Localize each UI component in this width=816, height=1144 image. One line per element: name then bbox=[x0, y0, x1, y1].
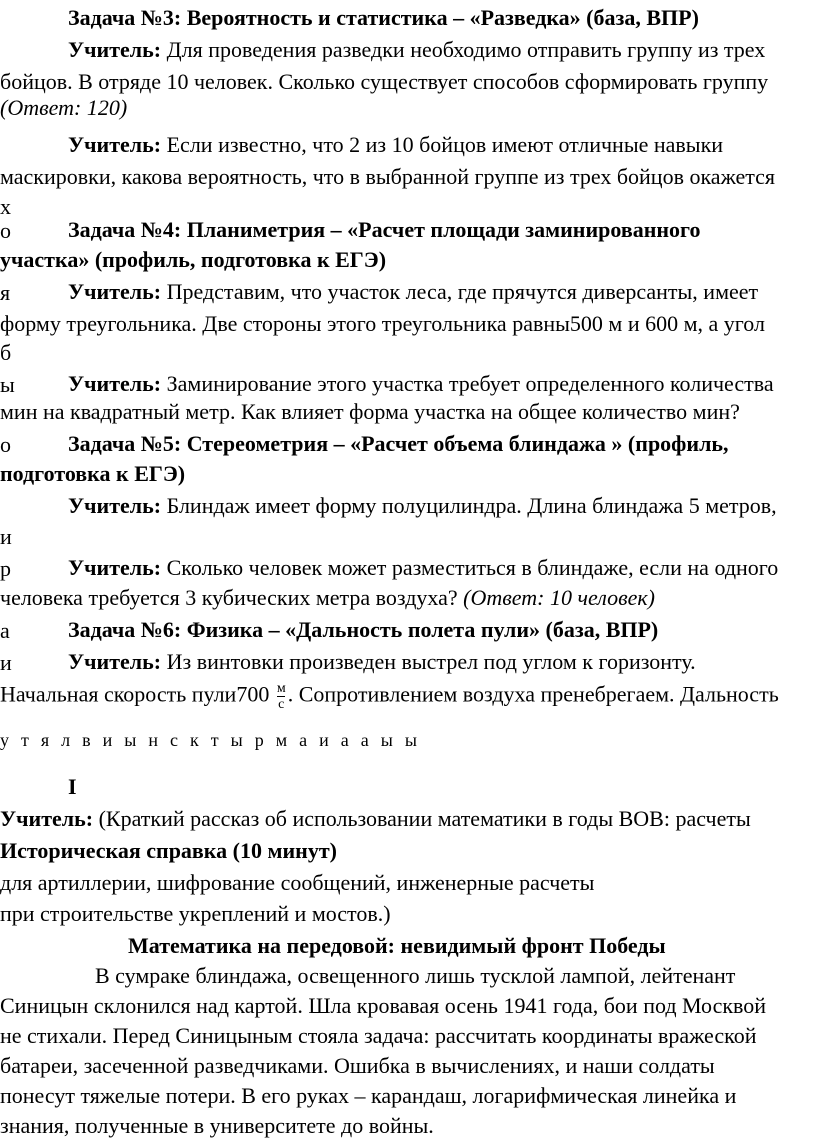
stray-letter: ы bbox=[124, 730, 137, 750]
stray-letters-row bbox=[0, 728, 417, 752]
task6-heading: Задача №6: Физика – «Дальность полета пули» (база, ВПР) bbox=[68, 617, 659, 642]
stray-letter: в bbox=[82, 730, 91, 750]
stray-letter: а bbox=[0, 618, 10, 643]
stray-letter: и bbox=[0, 524, 12, 549]
story-title: Математика на передовой: невидимый фронт Победы bbox=[128, 933, 666, 958]
story-line: Синицын склонился над картой. Шла кровавая осень 1941 года, бои под Москвой bbox=[0, 993, 767, 1018]
task5-q2: Учитель: Сколько человек может разместиться в блиндаже, если на одного bbox=[68, 555, 779, 580]
task3-q2-cont: маскировки, какова вероятность, что в выбранной группе из трех бойцов окажется bbox=[0, 164, 776, 189]
stray-letter: а bbox=[299, 730, 308, 750]
task5-q2-cont: человека требуется 3 кубических метра воздуха? (Ответ: 10 человек) bbox=[0, 585, 656, 610]
task4-q2: Учитель: Заминирование этого участка требует определенного количества bbox=[68, 371, 774, 396]
stray-letter: ы bbox=[0, 372, 15, 397]
task3-answer: (Ответ: 120) bbox=[0, 95, 128, 120]
stray-letter: т bbox=[21, 730, 29, 750]
task3-q1-cont: бойцов. В отряде 10 человек. Сколько существует способов сформировать группу bbox=[0, 69, 769, 94]
stray-letter: м bbox=[275, 730, 288, 750]
stray-letter: л bbox=[61, 730, 71, 750]
stray-letter: а bbox=[360, 730, 369, 750]
task4-heading: Задача №4: Планиметрия – «Расчет площади заминированного bbox=[68, 217, 701, 242]
task4-q1: Учитель: Представим, что участок леса, где прячутся диверсанты, имеет bbox=[68, 279, 759, 304]
story-line: не стихали. Перед Синицыным стояла задача: рассчитать координаты вражеской bbox=[0, 1023, 757, 1048]
task6-q1-cont: Начальная скорость пули700 $\frac{м}{с}$ . Сопротивлением воздуха пренебрегаем. Дальность bbox=[0, 681, 779, 712]
stray-letter: с bbox=[170, 730, 179, 750]
task3-heading: Задача №3: Вероятность и статистика – «Разведка» (база, ВПР) bbox=[68, 5, 699, 30]
history-text-cont: для артиллерии, шифрование сообщений, инженерные расчеты bbox=[0, 870, 595, 895]
story-line: понесут тяжелые потери. В его руках – карандаш, логарифмическая линейка и bbox=[0, 1083, 737, 1108]
stray-letter: к bbox=[190, 730, 199, 750]
section-marker: I bbox=[68, 774, 77, 799]
stray-letter: а bbox=[340, 730, 349, 750]
task4-q2-cont: мин на квадратный метр. Как влияет форма участка на общее количество мин? bbox=[0, 399, 740, 424]
task5-heading-cont: подготовка к ЕГЭ) bbox=[0, 461, 186, 486]
stray-letter: н bbox=[148, 730, 159, 750]
task3-q2: Учитель: Если известно, что 2 из 10 бойцов имеют отличные навыки bbox=[68, 132, 724, 157]
history-teacher: Учитель: (Краткий рассказ об использовании математики в годы ВОВ: расчеты bbox=[0, 806, 751, 831]
stray-letter: я bbox=[40, 730, 50, 750]
stray-letter: и bbox=[319, 730, 329, 750]
stray-letter: и bbox=[102, 730, 113, 750]
task4-heading-cont: участка» (профиль, подготовка к ЕГЭ) bbox=[0, 247, 387, 272]
stray-letter: р bbox=[0, 556, 11, 581]
story-line: В сумраке блиндажа, освещенного лишь тусклой лампой, лейтенант bbox=[95, 963, 736, 988]
stray-letter: у bbox=[0, 730, 9, 750]
story-line: батареи, засеченной разведчиками. Ошибка в вычислениях, и наши солдаты bbox=[0, 1053, 715, 1078]
task3-q1: Учитель: Для проведения разведки необходимо отправить группу из трех bbox=[68, 37, 766, 62]
unit-fraction: $\frac{м}{с}$ bbox=[276, 681, 286, 712]
history-text-end: при строительстве укреплений и мостов.) bbox=[0, 901, 391, 926]
task4-q1-cont: форму треугольника. Две стороны этого треугольника равны500 м и 600 м, а угол bbox=[0, 311, 765, 336]
task5-q1: Учитель: Блиндаж имеет форму полуцилиндра. Длина блиндажа 5 метров, bbox=[68, 493, 777, 518]
task5-heading: Задача №5: Стереометрия – «Расчет объема блиндажа » (профиль, bbox=[68, 431, 729, 456]
stray-letter: и bbox=[0, 650, 12, 675]
stray-letter: о bbox=[0, 218, 11, 243]
stray-letter: р bbox=[254, 730, 264, 750]
stray-letter: ы bbox=[230, 730, 243, 750]
history-heading: Историческая справка (10 минут) bbox=[0, 838, 337, 863]
task6-q1: Учитель: Из винтовки произведен выстрел под углом к горизонту. bbox=[68, 649, 696, 674]
stray-letter: б bbox=[0, 340, 12, 365]
stray-letter: ы bbox=[380, 730, 393, 750]
stray-letter: о bbox=[0, 432, 11, 457]
stray-letter: т bbox=[210, 730, 219, 750]
story-line: знания, полученные в университете до войны. bbox=[0, 1113, 434, 1138]
stray-letter: х bbox=[0, 194, 11, 219]
stray-letter: ы bbox=[404, 730, 417, 750]
stray-letter: я bbox=[0, 280, 11, 305]
